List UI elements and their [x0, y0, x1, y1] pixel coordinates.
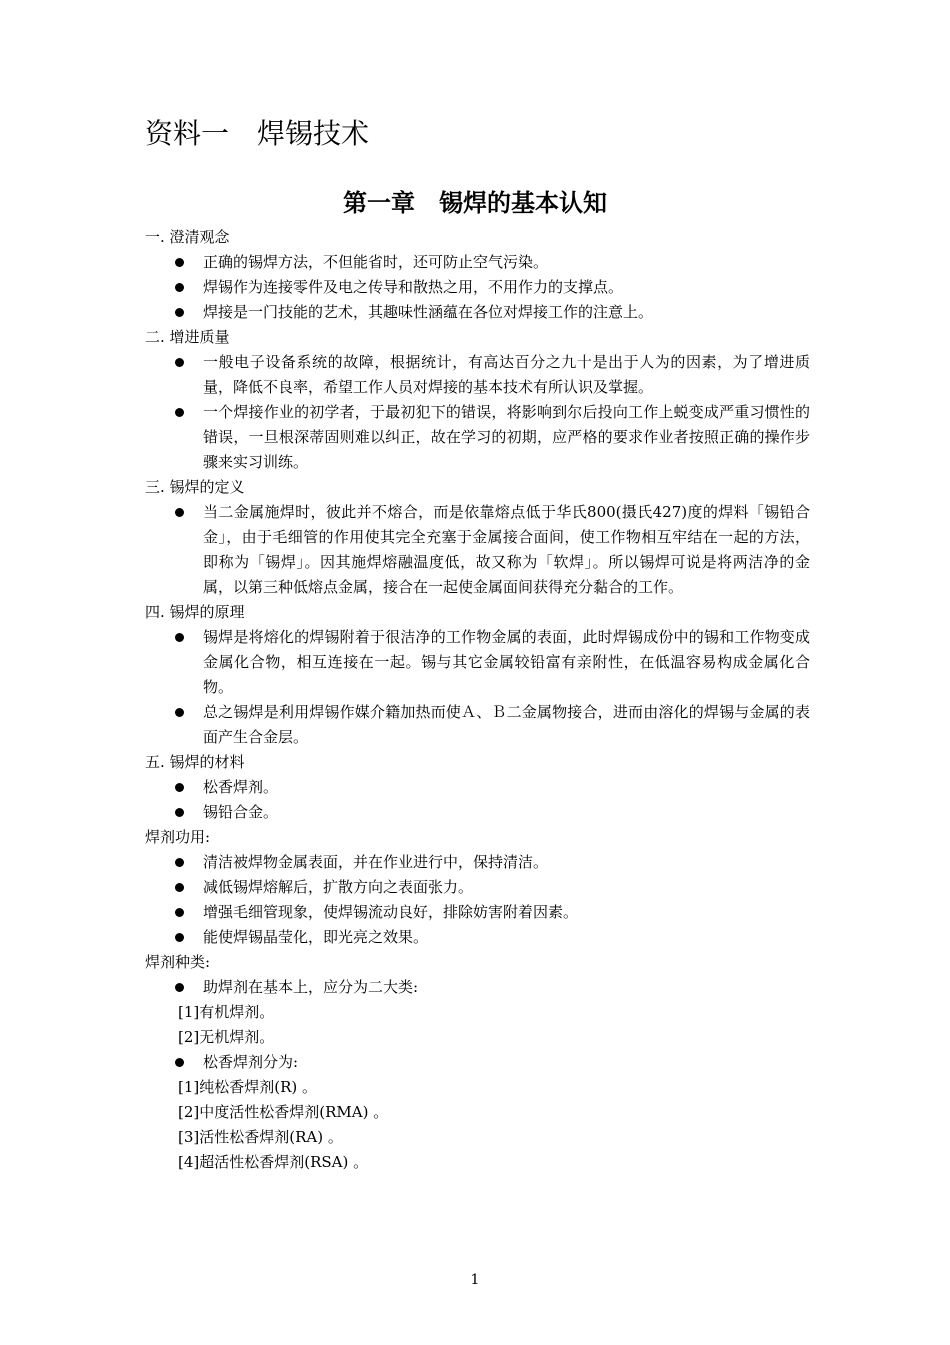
- list-item-text: 减低锡焊熔解后，扩散方向之表面张力。: [203, 878, 474, 896]
- document-title: 资料一 焊锡技术: [145, 117, 370, 150]
- list-item: [145, 300, 810, 325]
- page-number: 1: [470, 1272, 480, 1288]
- section-heading: 五. 锡焊的材料: [145, 753, 245, 771]
- list-item: [145, 1050, 810, 1075]
- list-item: [145, 250, 810, 275]
- bullet-icon: [145, 850, 203, 875]
- bullet-icon: [145, 625, 203, 700]
- sub-list-item: [4]超活性松香焊剂(RSA) 。: [178, 1153, 369, 1171]
- section-flux-functions: [145, 825, 810, 950]
- list-item-text: 增强毛细管现象，使焊锡流动良好，排除妨害附着因素。: [203, 903, 579, 921]
- sub-list-item: [2]无机焊剂。: [178, 1028, 275, 1046]
- section-clarify-concepts: [145, 225, 810, 325]
- section-heading: 一. 澄清观念: [145, 228, 230, 246]
- bullet-icon: [145, 300, 203, 325]
- bullet-icon: [145, 775, 203, 800]
- bullet-icon: [145, 350, 203, 400]
- list-item-text: 总之锡焊是利用焊锡作媒介籍加热而使Ａ、Ｂ二金属物接合，进而由溶化的焊锡与金属的表面产生合金层。: [203, 703, 810, 746]
- list-item: [145, 800, 810, 825]
- list-item: [145, 900, 810, 925]
- section-materials: [145, 750, 810, 825]
- sub-list-item: [2]中度活性松香焊剂(RMA) 。: [178, 1103, 389, 1121]
- list-item: [145, 625, 810, 700]
- section-improve-quality: [145, 325, 810, 475]
- list-item: [145, 775, 810, 800]
- list-item-text: 一个焊接作业的初学者，于最初犯下的错误，将影响到尔后投向工作上蜕变成严重习惯性的错误，一旦根深蒂固则难以纠正，故在学习的初期，应严格的要求作业者按照正确的操作步骤来实习训练。: [203, 403, 810, 471]
- section-heading: 三. 锡焊的定义: [145, 478, 245, 496]
- bullet-icon: [145, 700, 203, 750]
- bullet-icon: [145, 900, 203, 925]
- list-item: [145, 925, 810, 950]
- section-heading: 二. 增进质量: [145, 328, 230, 346]
- list-item: [145, 975, 810, 1000]
- list-item: [145, 400, 810, 475]
- list-item-text: 一般电子设备系统的故障，根据统计，有高达百分之九十是出于人为的因素，为了增进质量，降低不良率，希望工作人员对焊接的基本技术有所认识及掌握。: [203, 353, 810, 396]
- section-heading: 焊剂功用:: [145, 828, 211, 846]
- list-item-text: 焊锡作为连接零件及电之传导和散热之用，不用作力的支撑点。: [203, 278, 624, 296]
- list-item-text: 锡铅合金。: [203, 803, 279, 821]
- list-item: [145, 875, 810, 900]
- list-item: [145, 350, 810, 400]
- bullet-icon: [145, 800, 203, 825]
- section-heading: 四. 锡焊的原理: [145, 603, 245, 621]
- list-item-text: 当二金属施焊时，彼此并不熔合，而是依靠熔点低于华氏800(摄氏427)度的焊料「锡铅合金」，由于毛细管的作用使其完全充塞于金属接合面间，使工作物相互牢结在一起的方法，即称为「锡焊」。因其施焊熔融温度低，故又称为「软焊」。所以锡焊可说是将两洁净的金属，以第三种低熔点金属，接合在一起使金属面间获得充分黏合的工作。: [203, 503, 810, 596]
- list-item-text: 清洁被焊物金属表面，并在作业进行中，保持清洁。: [203, 853, 549, 871]
- list-item-text: 焊接是一门技能的艺术，其趣味性涵蕴在各位对焊接工作的注意上。: [203, 303, 654, 321]
- list-item-text: 正确的锡焊方法，不但能省时，还可防止空气污染。: [203, 253, 549, 271]
- bullet-icon: [145, 275, 203, 300]
- list-item: [145, 500, 810, 600]
- list-item-text: 松香焊剂。: [203, 778, 279, 796]
- list-item: [145, 700, 810, 750]
- section-heading: 焊剂种类:: [145, 953, 211, 971]
- sub-list-item: [1]纯松香焊剂(R) 。: [178, 1078, 318, 1096]
- section-principle: [145, 600, 810, 750]
- section-definition: [145, 475, 810, 600]
- list-item-text: 锡焊是将熔化的焊锡附着于很洁净的工作物金属的表面，此时焊锡成份中的锡和工作物变成金属化合物，相互连接在一起。锡与其它金属较铅富有亲附性，在低温容易构成金属化合物。: [203, 628, 810, 696]
- list-item-text: 助焊剂在基本上，应分为二大类:: [203, 978, 419, 996]
- list-item-text: 松香焊剂分为:: [203, 1053, 299, 1071]
- bullet-icon: [145, 925, 203, 950]
- bullet-icon: [145, 250, 203, 275]
- section-flux-types: [145, 950, 810, 1175]
- document-body: [145, 225, 810, 1175]
- sub-list-item: [1]有机焊剂。: [178, 1003, 275, 1021]
- bullet-icon: [145, 875, 203, 900]
- list-item-text: 能使焊锡晶莹化，即光亮之效果。: [203, 928, 429, 946]
- bullet-icon: [145, 400, 203, 475]
- list-item: [145, 275, 810, 300]
- sub-list-item: [3]活性松香焊剂(RA) 。: [178, 1128, 343, 1146]
- bullet-icon: [145, 1050, 203, 1075]
- chapter-title: 第一章 锡焊的基本认知: [343, 188, 607, 217]
- list-item: [145, 850, 810, 875]
- bullet-icon: [145, 500, 203, 600]
- bullet-icon: [145, 975, 203, 1000]
